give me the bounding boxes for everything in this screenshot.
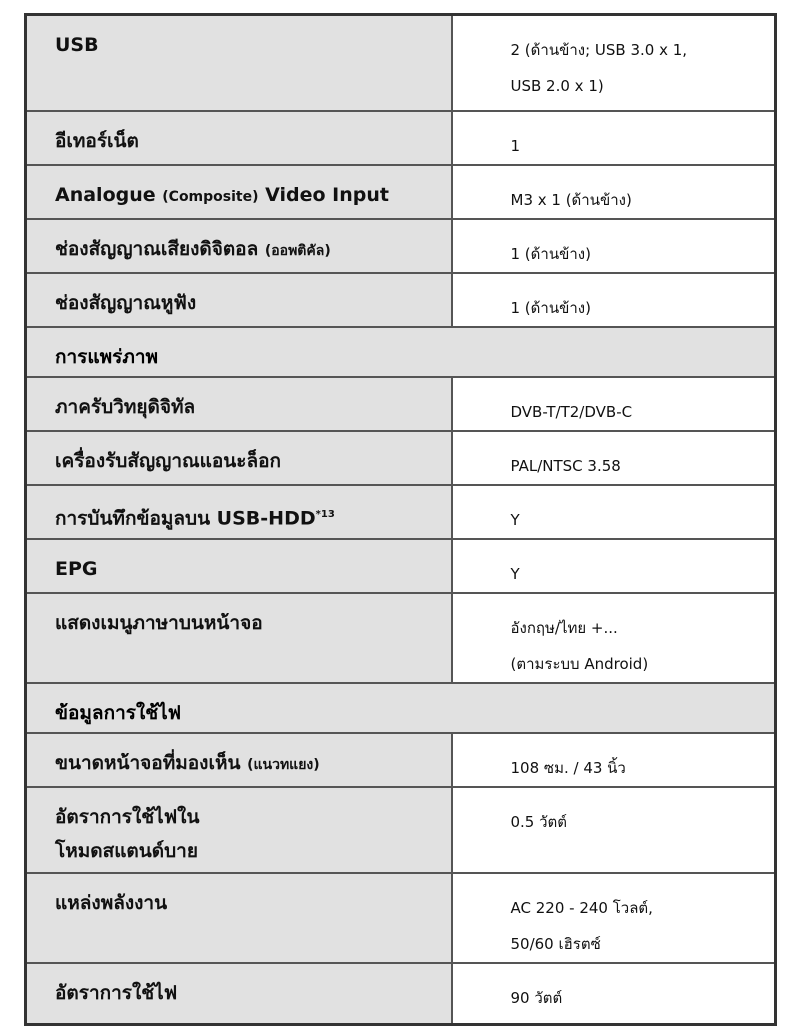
section-title-text: การแพร่ภาพ bbox=[55, 345, 159, 368]
spec-label bbox=[26, 111, 452, 165]
value-line: 0.5 วัตต์ bbox=[510, 812, 568, 831]
spec-value bbox=[452, 111, 776, 165]
table-row bbox=[26, 377, 776, 431]
value-line: 108 ซม. / 43 นิ้ว bbox=[510, 758, 626, 777]
table-row bbox=[26, 733, 776, 787]
label-text: ภาครับวิทยุดิจิทัล bbox=[55, 395, 196, 418]
label-text: Analogue bbox=[55, 183, 156, 206]
spec-value bbox=[452, 485, 776, 539]
value-line: Y bbox=[510, 564, 520, 583]
spec-value bbox=[452, 733, 776, 787]
value-line: 2 (ด้านข้าง; USB 3.0 x 1, bbox=[510, 41, 688, 59]
table-row bbox=[26, 219, 776, 273]
spec-value bbox=[452, 219, 776, 273]
label-text: EPG bbox=[55, 557, 98, 580]
footnote-ref: *13 bbox=[315, 508, 335, 520]
spec-value bbox=[452, 377, 776, 431]
label-text: แหล่งพลังงาน bbox=[55, 891, 168, 914]
spec-label bbox=[26, 219, 452, 273]
value-line: 1 bbox=[510, 136, 521, 155]
label-text-line2: โหมดสแตนด์บาย bbox=[55, 839, 198, 862]
value-line: Y bbox=[510, 510, 520, 529]
value-line: USB 2.0 x 1) bbox=[510, 77, 604, 95]
spec-value bbox=[452, 15, 776, 111]
label-text: อัตราการใช้ไฟ bbox=[55, 981, 178, 1004]
section-title-text: ข้อมูลการใช้ไฟ bbox=[55, 701, 182, 724]
table-row bbox=[26, 593, 776, 683]
spec-label bbox=[26, 273, 452, 327]
label-text-after: Video Input bbox=[265, 183, 389, 206]
spec-label bbox=[26, 15, 452, 111]
spec-value bbox=[452, 539, 776, 593]
spec-value bbox=[452, 165, 776, 219]
spec-label bbox=[26, 431, 452, 485]
spec-value bbox=[452, 431, 776, 485]
spec-value bbox=[452, 787, 776, 873]
section-title bbox=[26, 327, 776, 377]
label-text: ขนาดหน้าจอที่มองเห็น bbox=[55, 751, 241, 774]
spec-label bbox=[26, 873, 452, 963]
spec-table bbox=[24, 13, 777, 1026]
label-text: อัตราการใช้ไฟใน bbox=[55, 805, 200, 828]
spec-value bbox=[452, 273, 776, 327]
section-header-row bbox=[26, 683, 776, 733]
label-text: ช่องสัญญาณเสียงดิจิตอล bbox=[55, 237, 259, 260]
spec-label bbox=[26, 165, 452, 219]
table-row bbox=[26, 165, 776, 219]
value-line: 90 วัตต์ bbox=[510, 988, 563, 1007]
value-line: AC 220 - 240 โวลต์, bbox=[510, 898, 653, 917]
label-text: ช่องสัญญาณหูฟัง bbox=[55, 291, 197, 314]
label-text: เครื่องรับสัญญาณแอนะล็อก bbox=[55, 449, 282, 472]
table-row bbox=[26, 15, 776, 111]
section-header-row bbox=[26, 327, 776, 377]
label-text: การบันทึกข้อมูลบน USB-HDD bbox=[55, 506, 316, 529]
label-text: อีเทอร์เน็ต bbox=[55, 129, 139, 152]
spec-value bbox=[452, 593, 776, 683]
label-note: (ออพติคัล) bbox=[264, 242, 331, 259]
spec-label bbox=[26, 593, 452, 683]
table-row bbox=[26, 787, 776, 873]
table-row bbox=[26, 431, 776, 485]
label-text: USB bbox=[55, 34, 99, 56]
spec-value bbox=[452, 873, 776, 963]
value-line: 50/60 เฮิรตซ์ bbox=[510, 934, 601, 953]
value-line: DVB-T/T2/DVB-C bbox=[510, 402, 633, 421]
value-line: อังกฤษ/ไทย +... bbox=[510, 618, 618, 637]
table-row bbox=[26, 873, 776, 963]
spec-label bbox=[26, 787, 452, 873]
table-row bbox=[26, 539, 776, 593]
value-line: 1 (ด้านข้าง) bbox=[510, 244, 591, 263]
table-row bbox=[26, 273, 776, 327]
spec-value bbox=[452, 963, 776, 1025]
spec-label bbox=[26, 539, 452, 593]
value-line: M3 x 1 (ด้านข้าง) bbox=[510, 190, 632, 209]
label-text: แสดงเมนูภาษาบนหน้าจอ bbox=[55, 611, 263, 634]
value-line: PAL/NTSC 3.58 bbox=[510, 456, 621, 475]
table-row bbox=[26, 485, 776, 539]
label-note: (แนวทแยง) bbox=[247, 756, 320, 773]
label-note: (Composite) bbox=[162, 188, 259, 205]
spec-label bbox=[26, 963, 452, 1025]
spec-label bbox=[26, 733, 452, 787]
section-title bbox=[26, 683, 776, 733]
table-row bbox=[26, 963, 776, 1025]
value-line: 1 (ด้านข้าง) bbox=[510, 298, 591, 317]
value-line: (ตามระบบ Android) bbox=[510, 654, 649, 673]
spec-label bbox=[26, 377, 452, 431]
table-row bbox=[26, 111, 776, 165]
spec-label bbox=[26, 485, 452, 539]
